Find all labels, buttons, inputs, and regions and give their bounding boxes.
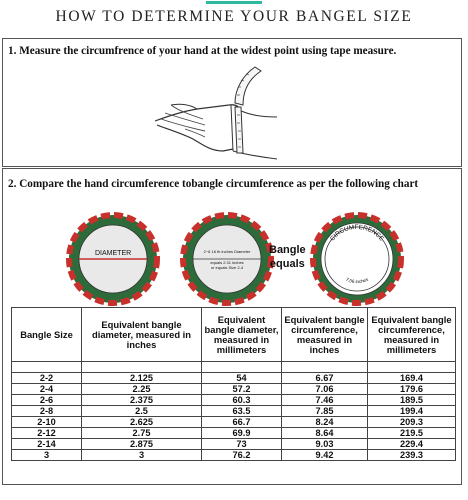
table-cell: 239.3 [368,449,456,460]
bangle-size-note-diagram [179,211,275,307]
table-cell: 3 [12,449,82,460]
table-cell: 54 [202,372,282,383]
table-cell: 2.5 [82,405,202,416]
top-accent-bar [206,1,262,4]
step2-instruction: 2. Compare the hand circumference tobangle circumference as per the following chart [8,178,419,190]
header-diameter-mm: Equivalent bangle diameter, measured in millimeters [202,308,282,362]
header-bangle-size: Bangle Size [12,308,82,362]
bangle-size-table [11,307,456,461]
table-cell: 189.5 [368,394,456,405]
header-diameter-inches: Equivalent bangle diameter, measured in inches [82,308,202,362]
table-cell: 2.75 [82,427,202,438]
table-cell: 60.3 [202,394,282,405]
bangle-diameter-diagram [65,211,161,307]
table-cell: 57.2 [202,383,282,394]
inner-note-line1: 2~6 16 th inches Diameter [203,249,251,254]
table-cell: 69.9 [202,427,282,438]
table-cell: 199.4 [368,405,456,416]
bangle-circumference-diagram [309,211,405,307]
table-spacer-row [12,362,456,373]
table-cell: 2-4 [12,383,82,394]
equals-line2: equals [269,258,305,270]
table-cell: 2.875 [82,438,202,449]
page-title: HOW TO DETERMINE YOUR BANGEL SIZE [55,8,413,25]
table-cell: 2-2 [12,372,82,383]
diameter-label: DIAMETER [95,250,132,257]
header-circumference-mm: Equivalent bangle circumference, measured in millimeters [368,308,456,362]
circumference-value: 7.06 inches [345,276,369,285]
table-cell [368,362,456,373]
table-cell: 169.4 [368,372,456,383]
table-cell [12,362,82,373]
table-cell: 63.5 [202,405,282,416]
table-cell: 2.25 [82,383,202,394]
table-cell: 66.7 [202,416,282,427]
bangle-diagram-row [3,211,463,311]
table-row [12,372,456,383]
table-cell: 6.67 [282,372,368,383]
table-row [12,416,456,427]
table-cell: 2.125 [82,372,202,383]
table-cell: 2-12 [12,427,82,438]
table-row [12,427,456,438]
bangle-equals-label [269,243,306,271]
table-cell [282,362,368,373]
step1-instruction: 1. Measure the circumfrence of your hand at the widest point using tape measure. [8,45,397,57]
table-cell [202,362,282,373]
table-cell: 8.24 [282,416,368,427]
equals-line1: Bangle [269,244,306,256]
table-cell: 2.625 [82,416,202,427]
table-cell: 219.5 [368,427,456,438]
table-cell [82,362,202,373]
table-cell: 9.42 [282,449,368,460]
table-cell: 7.06 [282,383,368,394]
table-cell: 7.85 [282,405,368,416]
table-cell: 2-10 [12,416,82,427]
table-row [12,449,456,460]
table-cell: 229.4 [368,438,456,449]
circumference-label: CIRCUMFERENCE [328,223,386,243]
table-cell: 2-8 [12,405,82,416]
table-cell: 2.375 [82,394,202,405]
hand-tape-measure-illustration [151,59,281,171]
table-row [12,438,456,449]
inner-note-line2: equals 2.31 inches [210,260,244,265]
table-cell: 76.2 [202,449,282,460]
table-cell: 7.46 [282,394,368,405]
table-row [12,394,456,405]
table-cell: 9.03 [282,438,368,449]
table-cell: 2-6 [12,394,82,405]
step2-panel [2,168,462,485]
table-cell: 209.3 [368,416,456,427]
step1-panel [2,38,462,167]
inner-note-line3: or equals Size 2-4 [210,265,244,270]
header-circumference-inches: Equivalent bangle circumference, measured in inches [282,308,368,362]
table-cell: 3 [82,449,202,460]
table-cell: 179.6 [368,383,456,394]
table-header-row [12,308,456,362]
table-row [12,383,456,394]
table-cell: 73 [202,438,282,449]
table-cell: 2-14 [12,438,82,449]
table-row [12,405,456,416]
table-cell: 8.64 [282,427,368,438]
